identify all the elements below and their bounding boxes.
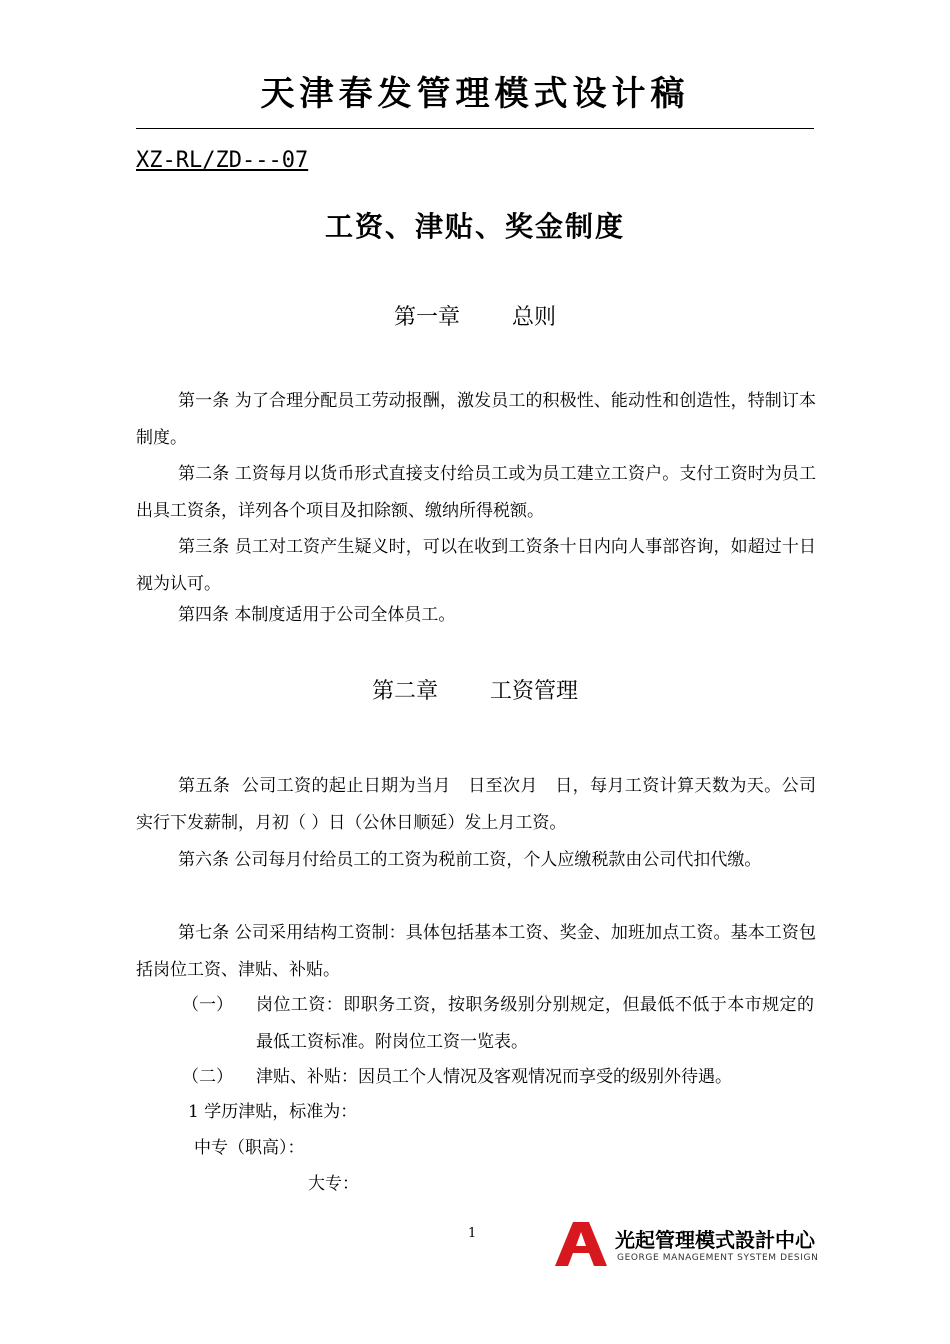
logo-name: 光起管理模式設計中心 xyxy=(615,1228,815,1252)
article-paragraph: 第七条 公司采用结构工资制：具体包括基本工资、奖金、加班加点工资。基本工资包括岗位工资、津贴、补贴。 xyxy=(136,923,816,980)
article-paragraph: 第三条 员工对工资产生疑义时，可以在收到工资条十日内向人事部咨询，如超过十日视为认可。 xyxy=(136,537,816,594)
secondary-school-line: 中专（职高）： xyxy=(194,1138,305,1158)
document-code: XZ-RL/ZD---07 xyxy=(136,148,309,173)
article-paragraph: 第六条 公司每月付给员工的工资为税前工资，个人应缴税款由公司代扣代缴。 xyxy=(178,850,762,870)
item-text: 岗位工资：即职务工资，按职务级别分别规定，但最低不低于本市规定的最低工资标准。附岗位工资一览表。 xyxy=(256,995,814,1052)
item-label: （一） xyxy=(182,995,233,1015)
chapter-number: 第一章 xyxy=(393,305,460,330)
chapter-heading-1 xyxy=(136,300,814,331)
article-paragraph: 第一条 为了合理分配员工劳动报酬，激发员工的积极性、能动性和创造性，特制订本制度。 xyxy=(136,391,816,448)
chapter-heading-2 xyxy=(136,674,814,705)
logo-a-icon xyxy=(555,1222,607,1266)
item-text: 津贴、补贴：因员工个人情况及客观情况而享受的级别外待遇。 xyxy=(256,1067,732,1087)
item-label: （二） xyxy=(182,1067,233,1087)
company-logo xyxy=(555,1222,817,1268)
education-allowance-line: 1 学历津贴，标准为： xyxy=(188,1102,358,1122)
header-divider xyxy=(136,128,814,129)
logo-subtitle: GEORGE MANAGEMENT SYSTEM DESIGN xyxy=(617,1253,819,1263)
college-line: 大专： xyxy=(308,1174,359,1194)
header-title: 天津春发管理模式设计稿 xyxy=(260,74,690,114)
article-paragraph: 第五条 公司工资的起止日期为当月 日至次月 日，每月工资计算天数为天。公司实行下发薪制，月初（ ）日（公休日顺延）发上月工资。 xyxy=(136,776,816,833)
article-paragraph: 第四条 本制度适用于公司全体员工。 xyxy=(178,605,456,625)
chapter-name: 工资管理 xyxy=(490,679,579,704)
document-title: 工资、津贴、奖金制度 xyxy=(324,210,625,243)
article-paragraph: 第二条 工资每月以货币形式直接支付给员工或为员工建立工资户。支付工资时为员工出具工资条，详列各个项目及扣除额、缴纳所得税额。 xyxy=(136,464,816,521)
chapter-number: 第二章 xyxy=(371,679,438,704)
chapter-name: 总则 xyxy=(512,305,557,330)
page-number: 1 xyxy=(468,1226,477,1241)
